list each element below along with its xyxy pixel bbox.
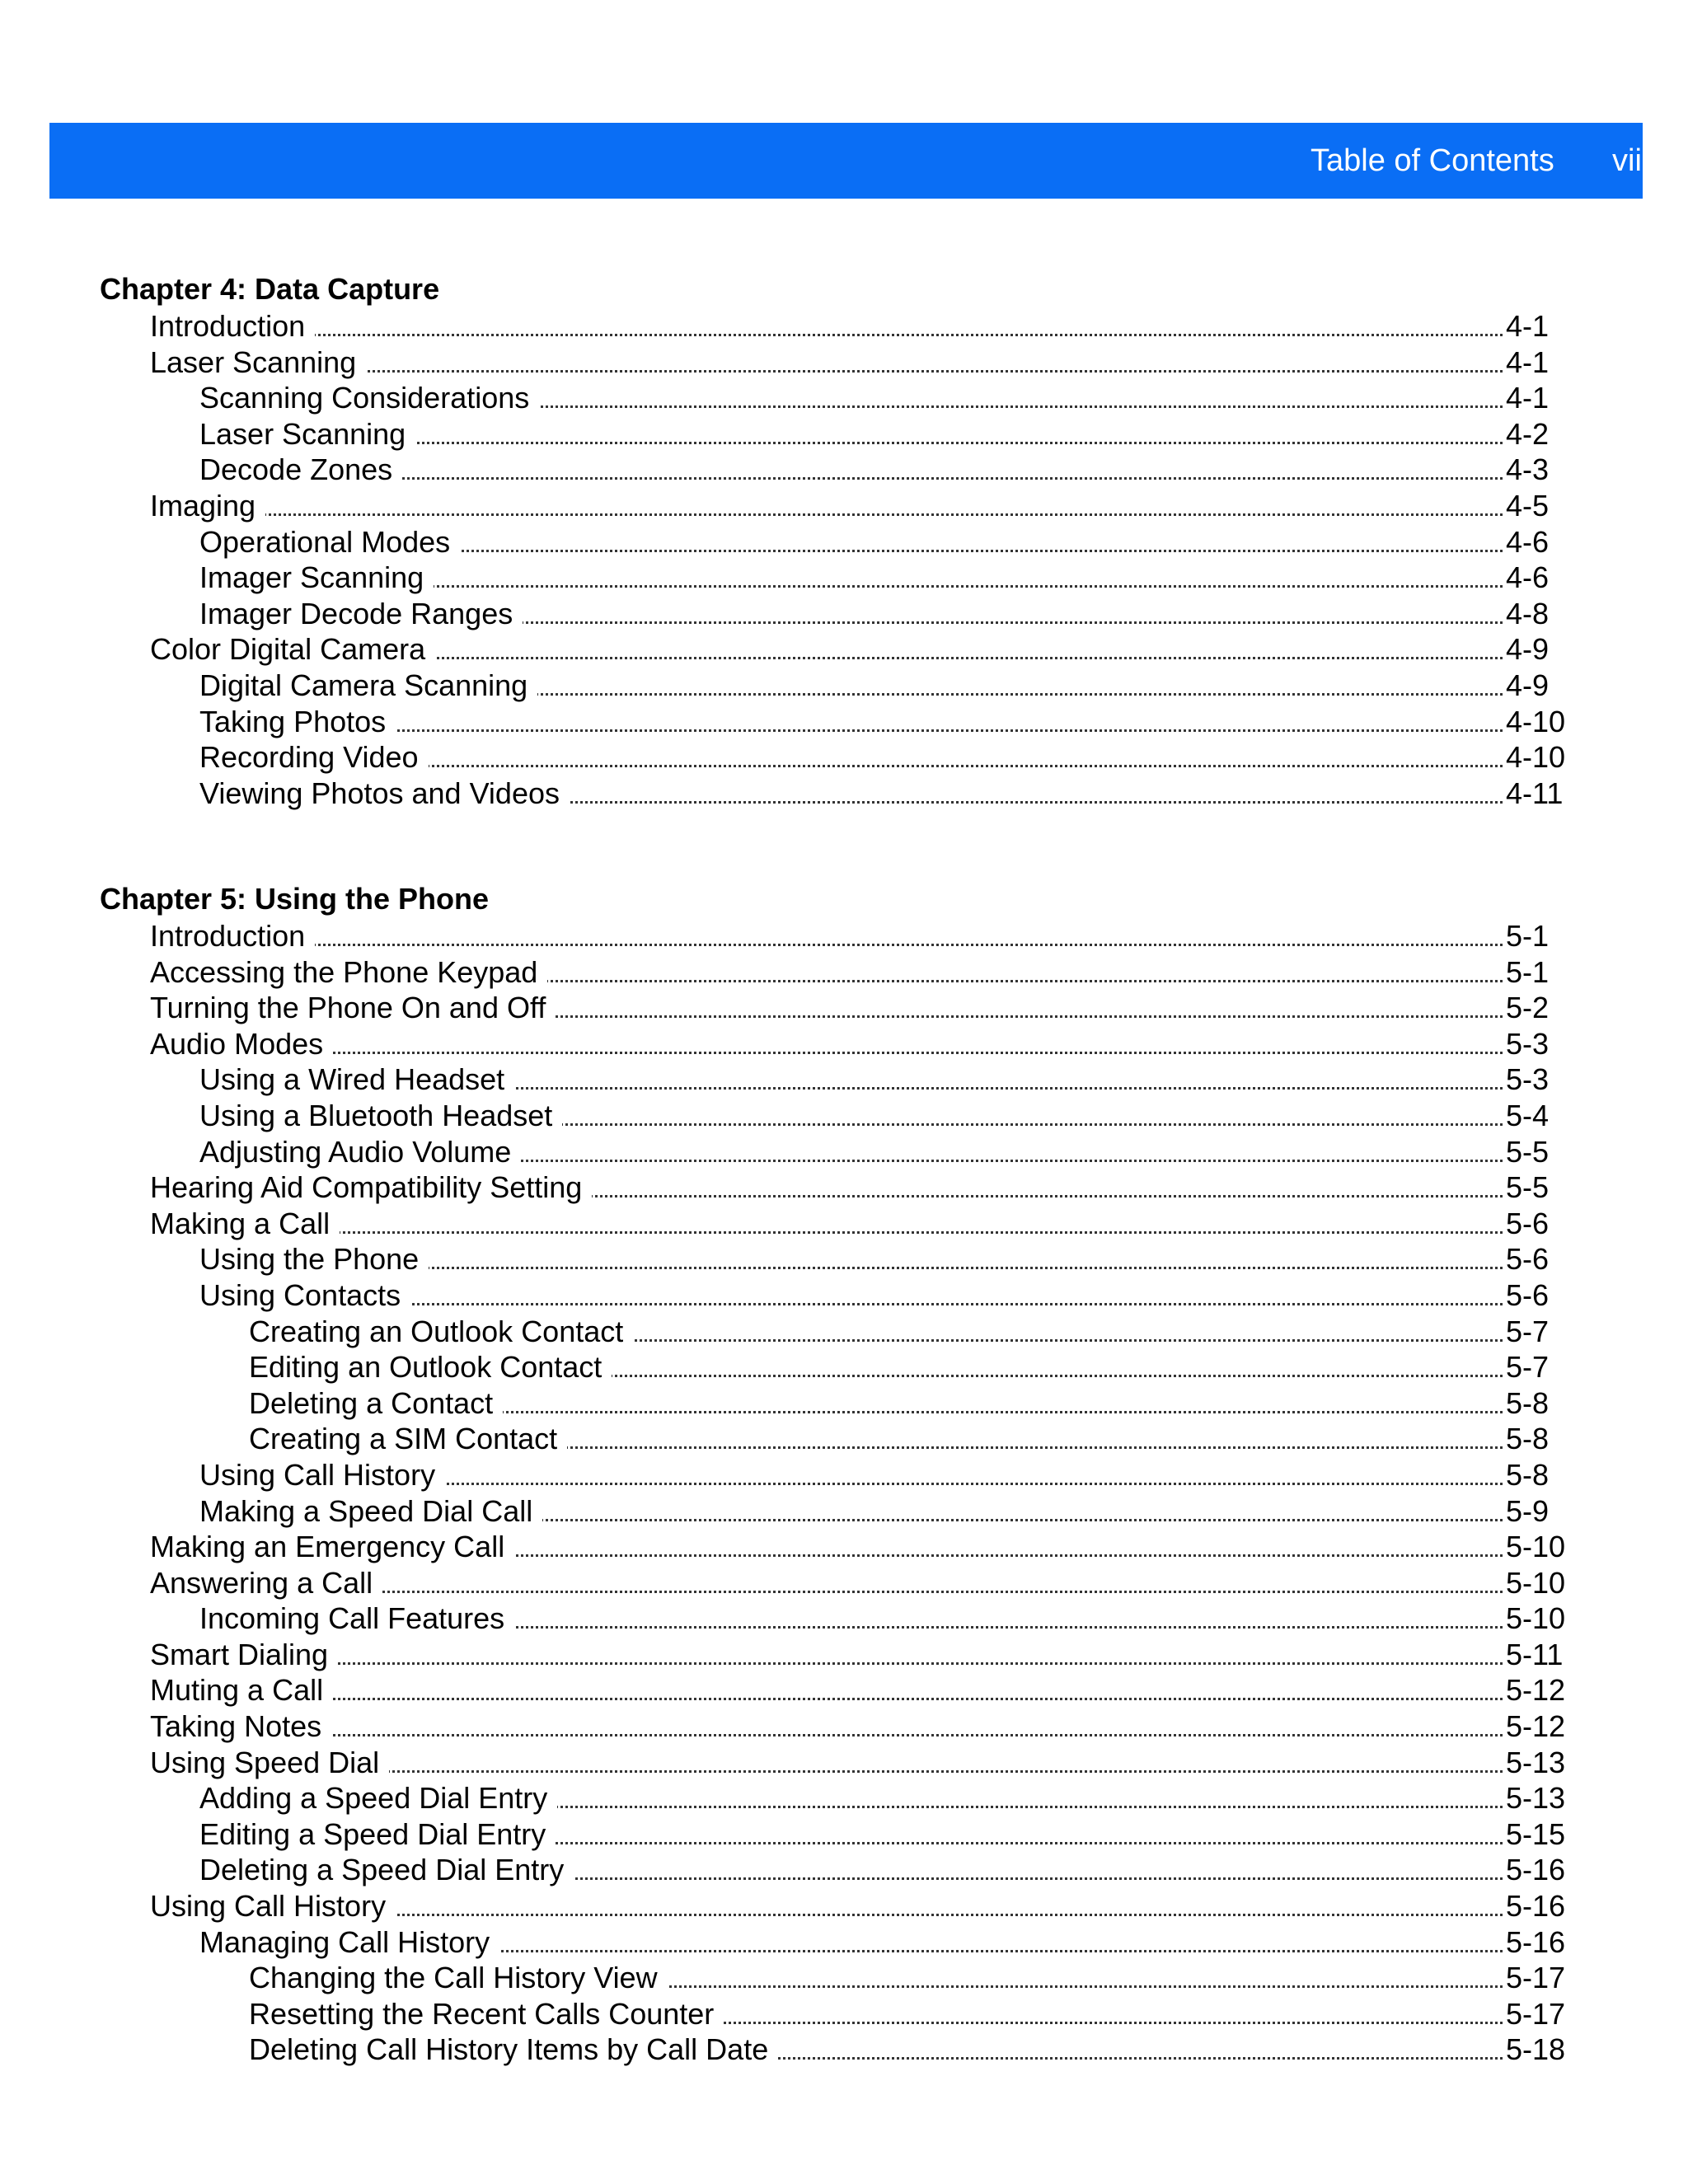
toc-entry-page: 5-16: [1503, 1852, 1565, 1888]
dot-leader: [150, 1698, 1537, 1700]
toc-entry[interactable]: [100, 344, 1616, 381]
toc-entry-title: Answering a Call: [150, 1566, 382, 1600]
toc-entry-page: 5-13: [1503, 1780, 1565, 1816]
toc-entry-title: Scanning Considerations: [199, 381, 539, 415]
toc-entry[interactable]: [100, 1924, 1616, 1961]
toc-entry[interactable]: [100, 596, 1616, 632]
toc-entry[interactable]: [100, 1062, 1616, 1098]
toc-entry-title: Managing Call History: [199, 1925, 499, 1959]
toc-entry[interactable]: [100, 631, 1616, 668]
toc-entry[interactable]: [100, 1888, 1616, 1924]
toc-entry[interactable]: [100, 1457, 1616, 1493]
toc-entry-title: Hearing Aid Compatibility Setting: [150, 1170, 592, 1204]
toc-entry-title: Using Speed Dial: [150, 1746, 389, 1779]
toc-entry-title: Laser Scanning: [150, 345, 366, 379]
toc-entry-page: 4-1: [1503, 380, 1549, 416]
toc-entry-page: 5-17: [1503, 1960, 1565, 1996]
toc-entry[interactable]: [100, 380, 1616, 416]
toc-entry-title: Making a Speed Dial Call: [199, 1494, 542, 1528]
toc-entry[interactable]: [100, 1780, 1616, 1816]
toc-entry-page: 4-6: [1503, 524, 1549, 560]
toc-entry[interactable]: [100, 776, 1616, 812]
dot-leader: [150, 1052, 1537, 1054]
dot-leader: [150, 513, 1537, 516]
toc-entry[interactable]: [100, 1996, 1616, 2032]
toc-entry-title: Imager Scanning: [199, 560, 434, 594]
toc-entry-title: Making a Call: [150, 1207, 340, 1240]
toc-entry-title: Imaging: [150, 489, 265, 523]
toc-entry-page: 5-17: [1503, 1996, 1565, 2032]
toc-entry-title: Audio Modes: [150, 1027, 333, 1061]
toc-entry[interactable]: [100, 1960, 1616, 1996]
toc-entry[interactable]: [100, 416, 1616, 452]
toc-entry-page: 5-1: [1503, 918, 1549, 954]
toc-entry-title: Accessing the Phone Keypad: [150, 955, 547, 989]
toc-entry-title: Imager Decode Ranges: [199, 597, 523, 630]
toc-entry-page: 5-16: [1503, 1924, 1565, 1961]
toc-entry[interactable]: [100, 560, 1616, 596]
toc-entry-title: Editing a Speed Dial Entry: [199, 1817, 556, 1851]
toc-entry-page: 4-8: [1503, 596, 1549, 632]
toc-chapter-4: [100, 270, 1616, 811]
toc-entry-title: Changing the Call History View: [249, 1961, 668, 1994]
toc-entry-title: Decode Zones: [199, 452, 402, 486]
toc-entry-page: 4-9: [1503, 668, 1549, 704]
header-page-number: vii: [1612, 143, 1642, 178]
toc-entry-title: Laser Scanning: [199, 417, 415, 451]
toc-entry[interactable]: [100, 1529, 1616, 1565]
toc-entry-title: Smart Dialing: [150, 1638, 338, 1671]
toc-entry-title: Adjusting Audio Volume: [199, 1135, 521, 1169]
toc-entry-page: 5-15: [1503, 1816, 1565, 1853]
toc-entry-page: 5-8: [1503, 1421, 1549, 1457]
toc-entry[interactable]: [100, 524, 1616, 560]
toc-entry[interactable]: [100, 1708, 1616, 1745]
toc-entry[interactable]: [100, 1134, 1616, 1170]
toc-entry[interactable]: [100, 1672, 1616, 1708]
toc-chapter-5: [100, 880, 1616, 2068]
toc-entry-title: Recording Video: [199, 740, 429, 774]
toc-entry-page: 5-1: [1503, 954, 1549, 991]
toc-entry-page: 5-9: [1503, 1493, 1549, 1530]
toc-entry-title: Creating an Outlook Contact: [249, 1315, 633, 1348]
toc-list: [100, 918, 1616, 2068]
toc-entry-title: Using the Phone: [199, 1242, 429, 1276]
toc-entry-title: Making an Emergency Call: [150, 1530, 514, 1563]
toc-entry-page: 5-5: [1503, 1134, 1549, 1170]
toc-entry-page: 5-2: [1503, 990, 1549, 1026]
toc-entry-title: Deleting a Contact: [249, 1386, 503, 1420]
toc-entry-title: Using Contacts: [199, 1278, 410, 1312]
toc-entry-page: 5-6: [1503, 1241, 1549, 1277]
toc-entry-page: 4-9: [1503, 631, 1549, 668]
toc-entry[interactable]: [100, 1637, 1616, 1673]
toc-entry-page: 5-10: [1503, 1529, 1565, 1565]
toc-entry-title: Using a Wired Headset: [199, 1062, 514, 1096]
toc-entry-page: 4-10: [1503, 739, 1565, 776]
toc-entry[interactable]: [100, 308, 1616, 344]
toc-entry[interactable]: [100, 1026, 1616, 1062]
toc-entry[interactable]: [100, 1493, 1616, 1530]
chapter-heading[interactable]: Chapter 5: Using the Phone: [100, 882, 490, 916]
toc-entry-title: Resetting the Recent Calls Counter: [249, 1997, 724, 2031]
dot-leader: [150, 1231, 1537, 1234]
toc-entry[interactable]: [100, 1421, 1616, 1457]
toc-entry-title: Using a Bluetooth Headset: [199, 1099, 562, 1132]
toc-entry-title: Taking Photos: [199, 705, 396, 738]
toc-list: [100, 308, 1616, 811]
toc-entry-page: 5-6: [1503, 1206, 1549, 1242]
toc-entry[interactable]: [100, 954, 1616, 991]
toc-entry-title: Digital Camera Scanning: [199, 668, 537, 702]
header-title: Table of Contents: [1311, 143, 1554, 178]
toc-entry-page: 5-16: [1503, 1888, 1565, 1924]
toc-entry-page: 5-3: [1503, 1062, 1549, 1098]
toc-entry[interactable]: [100, 1816, 1616, 1853]
toc-entry-page: 5-10: [1503, 1601, 1565, 1637]
dot-leader: [150, 1662, 1537, 1665]
toc-entry[interactable]: [100, 1314, 1616, 1350]
toc-entry-title: Deleting a Speed Dial Entry: [199, 1853, 574, 1886]
toc-entry-page: 5-7: [1503, 1314, 1549, 1350]
toc-entry[interactable]: [100, 1169, 1616, 1206]
toc-entry-page: 5-13: [1503, 1745, 1565, 1781]
toc-entry[interactable]: [100, 1385, 1616, 1422]
toc-entry-page: 4-3: [1503, 452, 1549, 488]
toc-entry-page: 5-12: [1503, 1672, 1565, 1708]
toc-entry-title: Adding a Speed Dial Entry: [199, 1781, 557, 1815]
toc-entry-title: Color Digital Camera: [150, 632, 435, 666]
toc-entry-title: Taking Notes: [150, 1709, 331, 1743]
toc-entry-page: 5-8: [1503, 1457, 1549, 1493]
toc-entry-title: Introduction: [150, 919, 315, 953]
toc-entry-page: 5-4: [1503, 1098, 1549, 1134]
toc-entry[interactable]: [100, 668, 1616, 704]
toc-entry[interactable]: [100, 1277, 1616, 1314]
toc-entry-title: Editing an Outlook Contact: [249, 1350, 612, 1384]
toc-entry[interactable]: [100, 918, 1616, 954]
toc-entry-page: 5-8: [1503, 1385, 1549, 1422]
toc-entry-page: 4-1: [1503, 344, 1549, 381]
toc-entry[interactable]: [100, 1098, 1616, 1134]
toc-entry-page: 5-10: [1503, 1565, 1565, 1601]
toc-entry-title: Introduction: [150, 309, 315, 343]
toc-entry[interactable]: [100, 1852, 1616, 1888]
chapter-heading[interactable]: Chapter 4: Data Capture: [100, 272, 440, 306]
toc-entry-page: 5-7: [1503, 1349, 1549, 1385]
toc-entry-page: 5-18: [1503, 2032, 1565, 2068]
toc-entry-page: 5-3: [1503, 1026, 1549, 1062]
toc-entry-title: Deleting Call History Items by Call Date: [249, 2032, 778, 2066]
toc-entry-title: Operational Modes: [199, 525, 460, 559]
toc-entry-page: 4-11: [1503, 776, 1563, 812]
toc-entry[interactable]: [100, 1349, 1616, 1385]
toc-entry-title: Creating a SIM Contact: [249, 1422, 567, 1455]
toc-entry-page: 5-5: [1503, 1169, 1549, 1206]
toc-entry-title: Turning the Phone On and Off: [150, 991, 556, 1024]
toc-entry-page: 4-5: [1503, 488, 1549, 524]
dot-leader: [150, 334, 1537, 336]
toc-entry[interactable]: [100, 704, 1616, 740]
toc-entry-title: Incoming Call Features: [199, 1601, 514, 1635]
toc-entry-page: 5-6: [1503, 1277, 1549, 1314]
toc-entry-title: Viewing Photos and Videos: [199, 776, 570, 810]
page-header: [49, 123, 1643, 199]
toc-entry[interactable]: [100, 1601, 1616, 1637]
toc-entry[interactable]: [100, 990, 1616, 1026]
toc-entry-page: 4-10: [1503, 704, 1565, 740]
toc-entry-page: 5-12: [1503, 1708, 1565, 1745]
dot-leader: [199, 729, 1537, 732]
toc-entry-title: Using Call History: [150, 1889, 396, 1923]
toc-entry[interactable]: [100, 2032, 1616, 2068]
toc-entry[interactable]: [100, 488, 1616, 524]
toc-entry[interactable]: [100, 739, 1616, 776]
toc-entry-page: 4-1: [1503, 308, 1549, 344]
dot-leader: [150, 1734, 1537, 1736]
toc-entry[interactable]: [100, 452, 1616, 488]
toc-entry-page: 5-11: [1503, 1637, 1563, 1673]
toc-entry[interactable]: [100, 1241, 1616, 1277]
toc-entry-page: 4-6: [1503, 560, 1549, 596]
dot-leader: [150, 944, 1537, 946]
toc-entry[interactable]: [100, 1565, 1616, 1601]
toc-entry-title: Muting a Call: [150, 1673, 333, 1707]
toc-entry-page: 4-2: [1503, 416, 1549, 452]
toc-entry-title: Using Call History: [199, 1458, 445, 1492]
toc-entry[interactable]: [100, 1206, 1616, 1242]
toc-entry[interactable]: [100, 1745, 1616, 1781]
